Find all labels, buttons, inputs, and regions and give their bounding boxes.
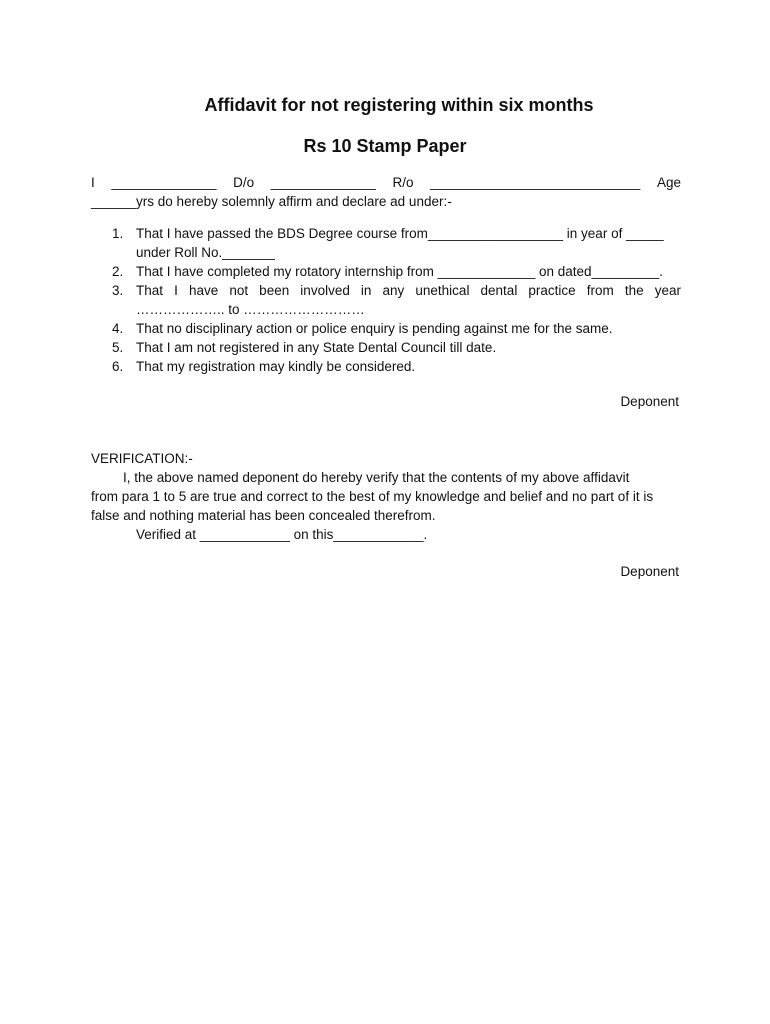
clause-text: That I am not registered in any State Dental Council till date. (136, 340, 497, 355)
clause-item (91, 357, 681, 376)
intro-line-2: ______yrs do hereby solemnly affirm and declare ad under:- (91, 194, 452, 209)
resident-of-label: R/o (392, 175, 414, 190)
clause-item (91, 262, 681, 281)
verification-heading: VERIFICATION:- (91, 451, 193, 466)
clause-text: That my registration may kindly be considered. (136, 359, 416, 374)
clause-item (91, 338, 681, 357)
declaration-intro (91, 173, 681, 211)
deponent-signature-label: Deponent (620, 564, 679, 579)
deponent-signature-label: Deponent (620, 394, 679, 409)
clause-number: 3. (112, 283, 124, 298)
clause-number: 5. (112, 340, 124, 355)
clause-continuation: ……………….. to ……………………… (136, 302, 365, 317)
age-label: Age (656, 175, 681, 190)
intro-line-1 (91, 173, 681, 192)
clause-item (91, 319, 681, 338)
verification-line: I, the above named deponent do hereby verify that the contents of my above affidavit (123, 470, 630, 485)
name-blank: ______________ (111, 175, 217, 190)
clause-text: That I have not been involved in any unethical dental practice from the year (136, 283, 681, 298)
parent-name-blank: ______________ (270, 175, 376, 190)
verified-at-line: Verified at ____________ on this____________. (136, 527, 428, 542)
verification-section (91, 449, 681, 544)
daughter-of-label: D/o (233, 175, 255, 190)
address-blank: ____________________________ (430, 175, 641, 190)
affidavit-clauses (91, 224, 681, 376)
verification-line: false and nothing material has been concealed therefrom. (91, 508, 436, 523)
clause-number: 4. (112, 321, 124, 336)
clause-item (91, 281, 681, 319)
verification-line: from para 1 to 5 are true and correct to the best of my knowledge and belief and no part of it is (91, 489, 654, 504)
clause-number: 2. (112, 264, 124, 279)
clause-number: 1. (112, 226, 124, 241)
clause-text: That no disciplinary action or police enquiry is pending against me for the same. (136, 321, 613, 336)
stamp-paper-subtitle: Rs 10 Stamp Paper (303, 136, 467, 156)
clause-number: 6. (112, 359, 124, 374)
clause-item (91, 224, 681, 262)
clause-text: That I have completed my rotatory internship from _____________ on dated_________. (136, 264, 663, 279)
clause-continuation: under Roll No._______ (136, 245, 275, 260)
clause-text: That I have passed the BDS Degree course from__________________ in year of _____ (136, 226, 664, 241)
pronoun-i: I (91, 175, 95, 190)
document-title: Affidavit for not registering within six months (204, 95, 594, 115)
